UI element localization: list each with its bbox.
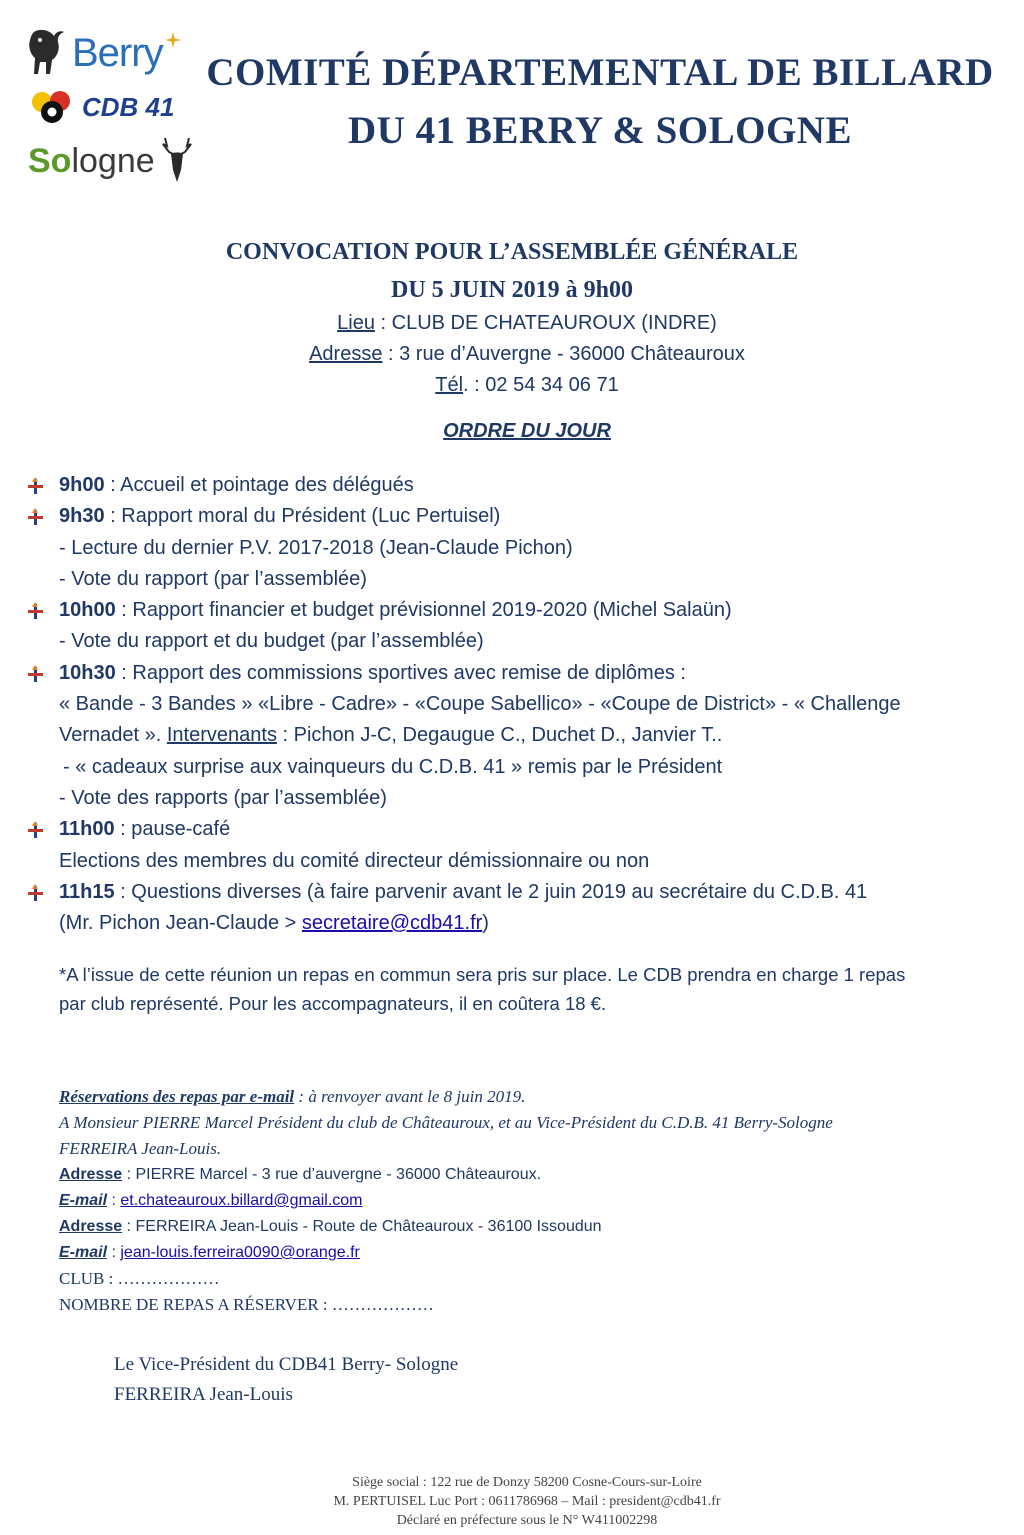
sologne-logo-text: Sologne — [28, 141, 155, 180]
reservation-adresse2: Adresse : FERREIRA Jean-Louis - Route de Châteauroux - 36100 Issoudun — [59, 1218, 602, 1235]
adresse-value: : 3 rue d’Auvergne - 36000 Châteauroux — [382, 343, 745, 365]
agenda-time: 9h30 — [59, 505, 105, 528]
meal-note-line1: *A l’issue de cette réunion un repas en commun sera pris sur place. Le CDB prendra en charge 1 repas — [59, 964, 906, 985]
agenda-time: 11h15 — [59, 880, 115, 903]
bullet-icon — [28, 823, 44, 839]
agenda-item — [28, 595, 998, 626]
ordre-du-jour-title: ORDRE DU JOUR — [443, 420, 611, 442]
cdb41-logo — [30, 90, 174, 124]
lieu-label: Lieu — [337, 312, 375, 334]
deer-icon — [159, 136, 195, 186]
agenda-text: : Accueil et pointage des délégués — [104, 474, 414, 496]
agenda-time: 10h00 — [59, 599, 116, 622]
bullet-icon — [28, 510, 44, 526]
bullet-icon — [28, 604, 44, 620]
convocation-heading — [0, 233, 1024, 309]
agenda-time: 11h00 — [59, 818, 115, 841]
bullet-icon — [28, 667, 44, 683]
berry-logo-text: Berry — [72, 30, 163, 75]
page-title-line2: DU 41 BERRY & SOLOGNE — [348, 109, 852, 152]
footer-line2: M. PERTUISEL Luc Port : 0611786968 – Mail : president@cdb41.fr — [333, 1494, 721, 1509]
agenda-subitem: - Vote du rapport et du budget (par l’assemblée) — [59, 630, 484, 653]
footer-line1: Siège social : 122 rue de Donzy 58200 Cosne-Cours-sur-Loire — [352, 1475, 702, 1490]
reservation-block — [59, 1084, 979, 1318]
signature-name: FERREIRA Jean-Louis — [114, 1384, 293, 1405]
lieu-value: : CLUB DE CHATEAUROUX (INDRE) — [374, 312, 717, 334]
sologne-logo — [26, 136, 195, 186]
goat-icon — [26, 28, 66, 78]
agenda-subitem: Elections des membres du comité directeur démissionnaire ou non — [59, 849, 650, 872]
adresse-label: Adresse — [309, 343, 383, 365]
email1-link[interactable]: et.chateauroux.billard@gmail.com — [120, 1192, 363, 1209]
agenda-item — [28, 470, 998, 501]
billiard-balls-icon — [30, 90, 74, 124]
footer-line3: Déclaré en préfecture sous le N° W411002298 — [396, 1513, 658, 1528]
info-adresse — [0, 339, 1024, 370]
star-icon — [165, 32, 181, 48]
reservation-recipient: A Monsieur PIERRE Marcel Président du club de Châteauroux, et au Vice-Président du C.D.B. 41 Berry-Sologne — [59, 1113, 833, 1132]
agenda-subitem: - « cadeaux surprise aux vainqueurs du C.D.B. 41 » remis par le Président — [63, 755, 723, 778]
agenda-text: : Questions diverses (à faire parvenir avant le 2 juin 2019 au secrétaire du C.D.B. 41 — [114, 880, 868, 903]
logo-block — [24, 22, 194, 192]
info-tel — [0, 370, 1024, 401]
cdb41-logo-text: CDB 41 — [82, 91, 175, 122]
meal-note-line2: par club représenté. Pour les accompagnateurs, il en coûtera 18 €. — [59, 993, 607, 1014]
agenda-item — [28, 877, 998, 908]
convocation-line1: CONVOCATION POUR L’ASSEMBLÉE GÉNÉRALE — [225, 239, 799, 265]
agenda-time: 10h30 — [59, 661, 116, 684]
reservation-club: CLUB : ……………… — [59, 1269, 220, 1288]
agenda-subitem: Vernadet ». Intervenants : Pichon J-C, Degaugue C., Duchet D., Janvier T.. — [59, 724, 723, 747]
tel-value: . : 02 54 34 06 71 — [463, 374, 619, 396]
agenda-text: : pause-café — [114, 818, 231, 841]
agenda-subitem: - Vote des rapports (par l’assemblée) — [59, 786, 387, 809]
agenda-text: : Rapport des commissions sportives avec remise de diplômes : — [115, 661, 686, 684]
agenda-item — [28, 501, 998, 532]
email2-link[interactable]: jean-louis.ferreira0090@orange.fr — [120, 1244, 360, 1261]
reservation-recipient-name: FERREIRA Jean-Louis. — [59, 1139, 222, 1158]
page-title — [200, 44, 1000, 160]
reservation-email2: E-mail : jean-louis.ferreira0090@orange.fr — [59, 1244, 360, 1261]
tel-label: Tél — [435, 374, 464, 396]
convocation-line2: DU 5 JUIN 2019 à 9h00 — [390, 277, 633, 303]
agenda-text: : Rapport moral du Président (Luc Pertuisel) — [104, 505, 501, 528]
reservation-title: Réservations des repas par e-mail — [59, 1087, 295, 1106]
bullet-icon — [28, 479, 44, 495]
intervenants-label: Intervenants — [166, 724, 277, 747]
agenda-subitem: (Mr. Pichon Jean-Claude > secretaire@cdb41.fr) — [59, 912, 489, 935]
agenda-item — [28, 814, 998, 845]
agenda-subitem: « Bande - 3 Bandes » «Libre - Cadre» - «Coupe Sabellico» - «Coupe de District» - « Challenge — [59, 693, 901, 716]
agenda-text: : Rapport financier et budget prévisionnel 2019-2020 (Michel Salaün) — [115, 599, 732, 622]
agenda-list — [28, 470, 998, 939]
reservation-adresse1: Adresse : PIERRE Marcel - 3 rue d’auvergne - 36000 Châteauroux. — [59, 1166, 542, 1183]
agenda-subitem: - Lecture du dernier P.V. 2017-2018 (Jean-Claude Pichon) — [59, 536, 573, 559]
info-lieu — [0, 308, 1024, 339]
agenda-item — [28, 658, 998, 689]
footer — [0, 1473, 1024, 1530]
reservation-nombre: NOMBRE DE REPAS A RÉSERVER : ……………… — [59, 1295, 434, 1314]
meal-note — [59, 960, 999, 1018]
signature-title: Le Vice-Président du CDB41 Berry- Sologne — [114, 1354, 459, 1375]
berry-logo — [26, 28, 181, 78]
bullet-icon — [28, 886, 44, 902]
signature-block — [114, 1350, 458, 1410]
reservation-email1: E-mail : et.chateauroux.billard@gmail.com — [59, 1192, 363, 1209]
secretaire-email-link[interactable]: secretaire@cdb41.fr — [301, 912, 483, 935]
reservation-title-line: Réservations des repas par e-mail : à renvoyer avant le 8 juin 2019. — [59, 1087, 526, 1106]
meeting-info — [0, 308, 1024, 401]
page-title-line1: COMITÉ DÉPARTEMENTAL DE BILLARD — [206, 51, 994, 94]
agenda-subitem: - Vote du rapport (par l’assemblée) — [59, 567, 367, 590]
agenda-time: 9h00 — [59, 474, 105, 496]
